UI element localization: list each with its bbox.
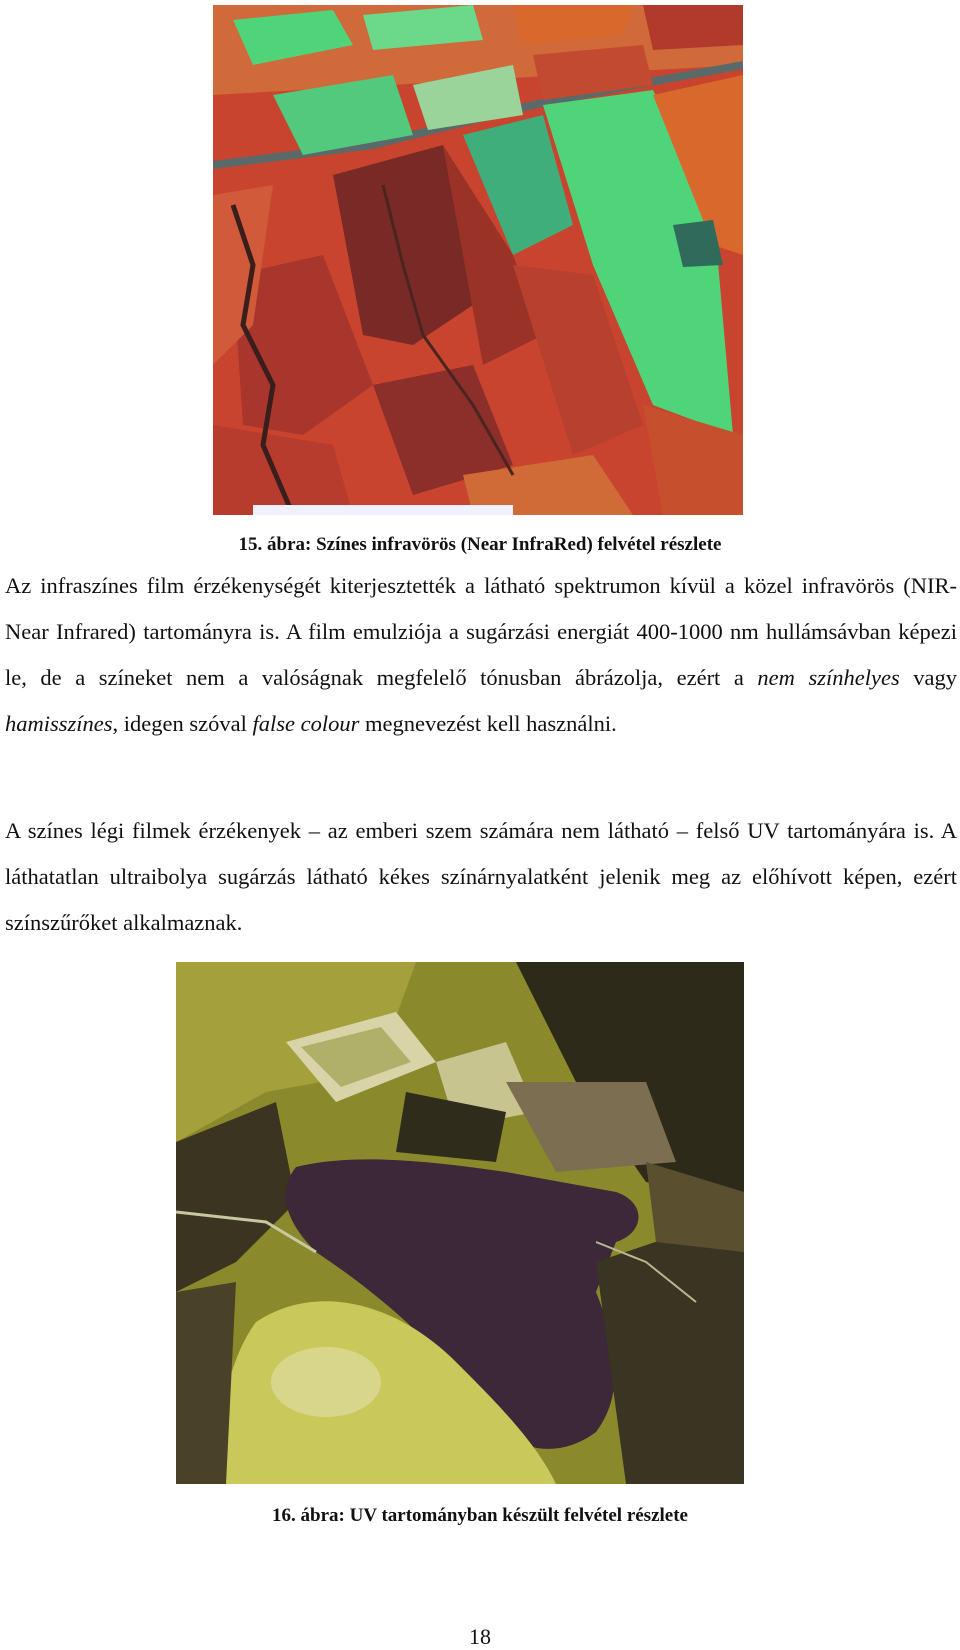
paragraph-uv-film: A színes légi filmek érzékenyek – az emberi szem számára nem látható – felső UV tartományára is. A láthatatlan ultraibolya sugárzás látható kékes színárnyalatként jelenik meg az előhívott képen, ezért színszűrőket alkalmaznak. [5,818,957,935]
emphasis-term: false colour [252,711,360,736]
paragraph-text: megnevezést kell használni. [359,711,617,736]
paragraph-text: vagy [899,665,957,690]
figure-16-caption: 16. ábra: UV tartományban készült felvétel részlete [272,1505,688,1526]
page-number: 18 [469,1624,491,1649]
uv-aerial-photo-graphic [176,962,744,1484]
paragraph-text: , idegen szóval [112,711,253,736]
paragraph-text: Az infraszínes film érzékenységét kiterjesztették a látható spektrumon kívül a közel infravörös (NIR-Near Infrared) tartományra is. A film emulziója a sugárzási energiát 400-1000 nm hullámsávban képezi le, de a színeket nem a valóságnak megfelelő tónusban ábrázolja, ezért a [5,573,957,690]
figure-15-caption: 15. ábra: Színes infravörös (Near InfraRed) felvétel részlete [238,534,722,555]
nir-aerial-photo [213,5,743,515]
emphasis-term: hamisszínes [5,711,113,736]
emphasis-term: nem színhelyes [757,665,900,690]
nir-aerial-photo-graphic [213,5,743,515]
paragraph-infrared-film [5,563,957,747]
uv-aerial-photo [176,962,744,1484]
